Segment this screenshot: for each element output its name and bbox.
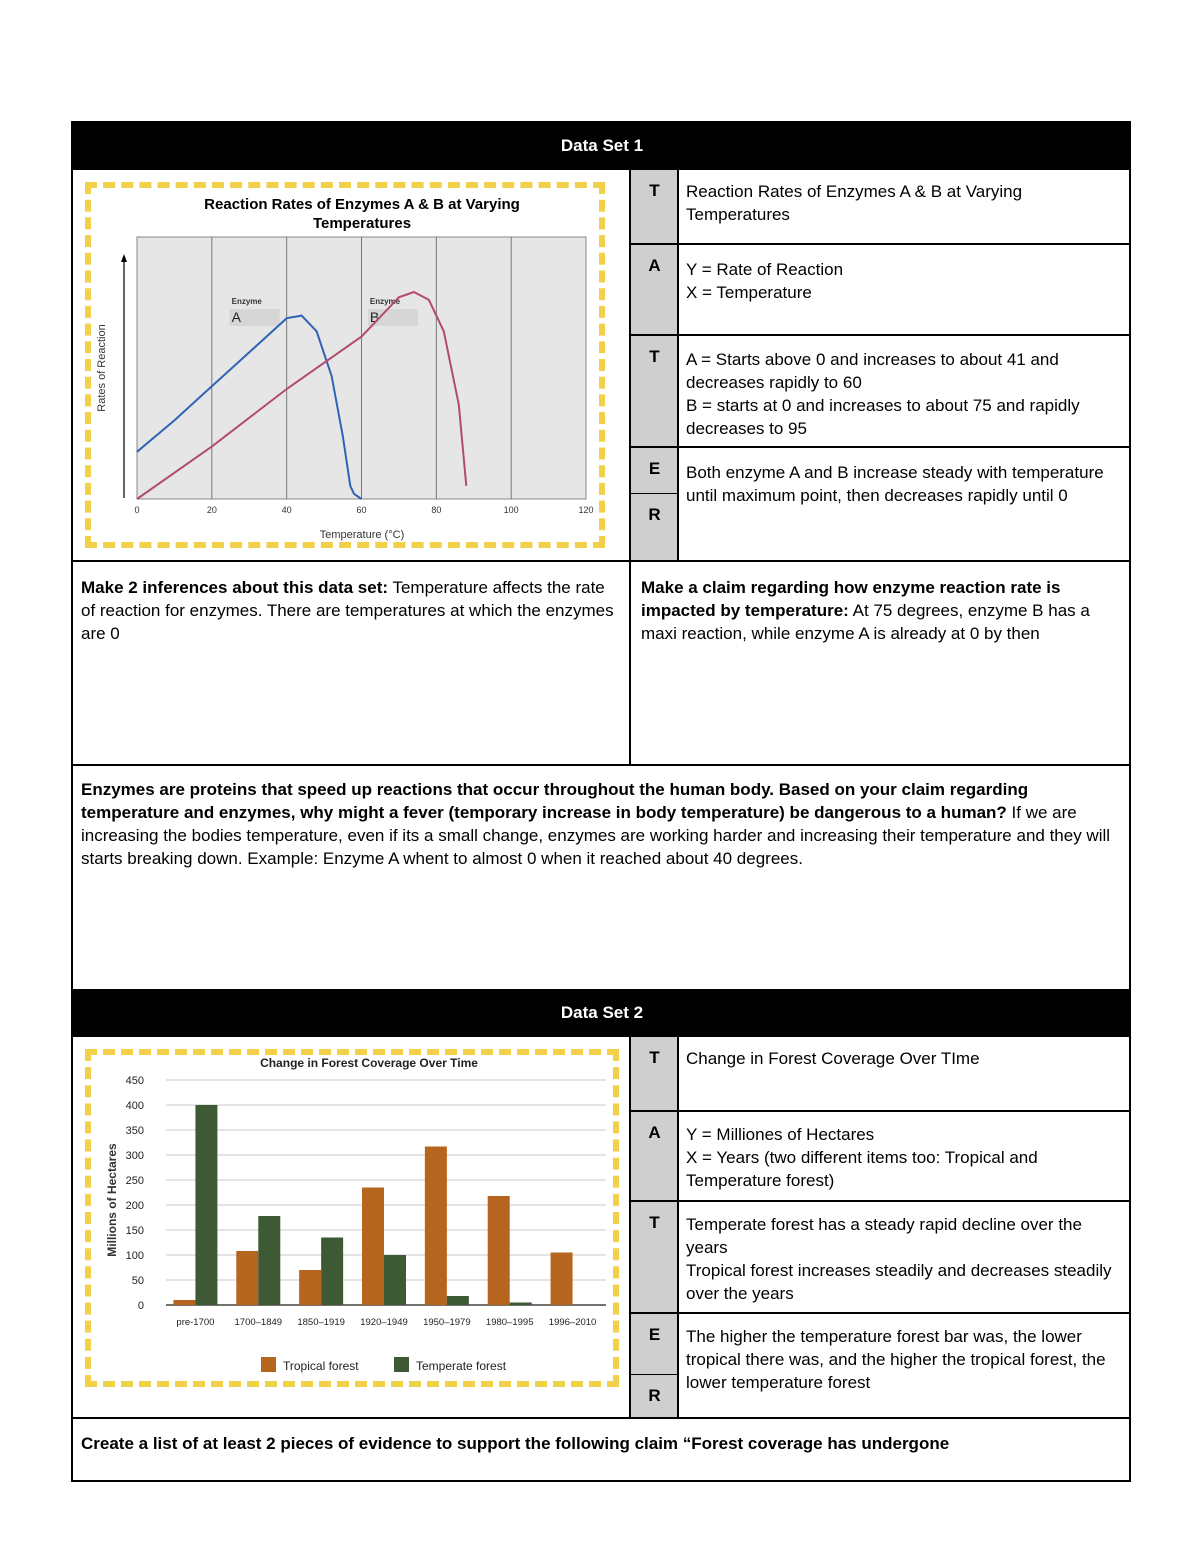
chart2-y-tick-label: 300 (125, 1150, 144, 1162)
tater2-letter-r: R (631, 1374, 678, 1418)
tater1-trends-text: A = Starts above 0 and increases to about 41 and decreases rapidly to 60 B = starts at 0 and increases to about 75 and rapidly decreases to 95 (686, 350, 1080, 438)
chart1-y-axis-label: Rates of Reaction (96, 324, 108, 412)
rule-ds2-vertical (629, 1035, 631, 1419)
chart2-y-tick-label: 150 (125, 1225, 144, 1237)
rule-ds1-row1-bottom (71, 560, 1131, 562)
tater2-trends-text: Temperate forest has a steady rapid decline over the years Tropical forest increases steadily and decreases steadily over the years (686, 1215, 1112, 1303)
rule-tater1-vertical (677, 168, 679, 562)
chart1-x-tick-label: 0 (134, 505, 140, 515)
inference-prompt: Make 2 inferences about this data set: (81, 578, 389, 597)
rule-tater1-2 (629, 334, 1131, 336)
chart2-bar-temperate (384, 1255, 406, 1305)
chart1-series-label-big: B (369, 309, 380, 325)
chart1-series-label-big: A (231, 309, 241, 325)
fever-answer: If we are increasing the bodies temperature, even if its a small change, enzymes are working harder and increasing their temperature and they will starts breaking down. Example: Enzyme A whent to almost 0 when it reached about 40 degrees. (81, 803, 1111, 868)
chart2-bar-temperate (321, 1238, 343, 1306)
tater1-exceptions-text: Both enzyme A and B increase steady with temperature until maximum point, then decreases rapidly until 0 (686, 463, 1104, 505)
chart2-legend-swatch (261, 1357, 276, 1372)
chart2-y-tick-label: 50 (131, 1275, 144, 1287)
chart1-x-tick-label: 60 (356, 505, 367, 515)
tater2-letter-t: T (631, 1036, 678, 1111)
rule-ds2-header-top (71, 989, 1131, 991)
chart2-bar-tropical (488, 1196, 510, 1305)
chart2-x-tick-label: pre-1700 (176, 1317, 215, 1328)
chart2-bar-tropical (362, 1188, 384, 1306)
rule-tater1-4 (629, 493, 678, 494)
tater1-axes-text: Y = Rate of Reaction X = Temperature (686, 260, 844, 302)
dataset2-header-text: Data Set 2 (560, 1003, 644, 1022)
rule-ds2-row1-bottom (71, 1417, 1131, 1419)
tater2-title-text: Change in Forest Coverage Over TIme (686, 1049, 980, 1068)
tater1-letter-a: A (631, 244, 678, 335)
tater2-letter-t2: T (631, 1201, 678, 1313)
chart1-title-line2: Temperatures (312, 215, 412, 232)
chart2-bar-tropical (425, 1147, 447, 1306)
chart2-x-tick-label: 1850–1919 (297, 1317, 345, 1328)
tater1-letter-e: E (631, 447, 678, 493)
chart1-x-tick-label: 100 (503, 505, 519, 515)
rule-tater2-vertical (677, 1035, 679, 1419)
fever-prompt: Enzymes are proteins that speed up reactions that occur throughout the human body. Based on your claim regarding temperature and enzymes, why might a fever (temporary increase in body temperature) be dangerous to a human? (81, 780, 1029, 822)
evidence-cell (73, 1424, 1128, 1463)
inference-answer: Temperature affects the rate of reaction for enzymes. There are temperatures at which the enzymes are 0 (81, 578, 614, 643)
rule-ds1-row2-bottom (71, 764, 1131, 766)
chart2-bar-tropical (551, 1253, 573, 1306)
tater2-exceptions-text: The higher the temperature forest bar was, the lower tropical there was, and the higher the tropical forest, the lower temperature forest (686, 1327, 1106, 1392)
chart2-bar-temperate (510, 1303, 532, 1306)
chart2-y-tick-label: 450 (125, 1075, 144, 1087)
tater1-title-text: Reaction Rates of Enzymes A & B at Varying Temperatures (686, 182, 1023, 224)
tater2-axes-text: Y = Milliones of Hectares X = Years (two different items too: Tropical and Temperature forest) (686, 1125, 1038, 1190)
tater2-letter-a: A (631, 1111, 678, 1201)
chart2-y-tick-label: 350 (125, 1125, 144, 1137)
border-right (1129, 121, 1131, 1482)
chart2-x-tick-label: 1996–2010 (548, 1317, 597, 1328)
rule-ds1-header-bottom (71, 168, 1131, 170)
tater1-letter-t2: T (631, 335, 678, 447)
chart2-bar-temperate (195, 1105, 217, 1305)
chart2-y-axis-label: Millions of Hectares (105, 1143, 119, 1257)
chart1-x-tick-label: 20 (206, 505, 217, 515)
chart2-legend-swatch (394, 1357, 409, 1372)
chart2-title: Change in Forest Coverage Over Time (260, 1056, 478, 1070)
claim-cell (633, 568, 1125, 653)
chart1-x-tick-label: 80 (431, 505, 442, 515)
chart2-y-tick-label: 200 (125, 1200, 144, 1212)
tater1-letter-r: R (631, 493, 678, 561)
rule-tater1-1 (629, 243, 1131, 245)
tater2-letter-e: E (631, 1313, 678, 1374)
chart2-x-tick-label: 1700–1849 (234, 1317, 283, 1328)
chart2-y-tick-label: 250 (125, 1175, 144, 1187)
border-bottom (71, 1480, 1131, 1482)
dataset1-header-text: Data Set 1 (560, 136, 644, 155)
fever-cell (73, 770, 1128, 878)
chart2-y-tick-label: 0 (137, 1300, 144, 1312)
claim-prompt: Make a claim regarding how enzyme reaction rate is impacted by temperature: (641, 578, 1061, 620)
chart2-x-tick-label: 1950–1979 (423, 1317, 471, 1328)
chart1-series-label-small: Enzyme (369, 297, 401, 306)
chart2 (91, 1055, 613, 1381)
chart1 (91, 188, 599, 542)
rule-ds1-vertical (629, 168, 631, 765)
chart2-x-tick-label: 1980–1995 (485, 1317, 534, 1328)
chart1-series-label-small: Enzyme (231, 297, 262, 306)
rule-tater2-2 (629, 1200, 1131, 1202)
inference-cell (73, 568, 629, 653)
chart2-y-tick-label: 400 (125, 1100, 144, 1112)
chart2-bar-tropical (236, 1251, 258, 1305)
rule-tater1-3 (629, 446, 1131, 448)
chart1-y-arrowhead (121, 254, 127, 262)
chart2-legend-label: Temperate forest (416, 1359, 507, 1373)
claim-answer: At 75 degrees, enzyme B has a maxi reaction, while enzyme A is already at 0 by then (641, 601, 1090, 643)
chart1-title-line1: Reaction Rates of Enzymes A & B at Varying (204, 196, 520, 213)
chart1-x-axis-label: Temperature (°C) (319, 529, 405, 541)
chart2-bar-tropical (173, 1300, 195, 1305)
border-left (71, 121, 73, 1482)
rule-tater2-4 (629, 1374, 678, 1375)
chart2-legend-label: Tropical forest (283, 1359, 359, 1373)
chart2-bar-temperate (258, 1216, 280, 1305)
rule-ds2-header-bottom (71, 1035, 1131, 1037)
chart2-x-tick-label: 1920–1949 (360, 1317, 408, 1328)
chart2-y-tick-label: 100 (125, 1250, 144, 1262)
evidence-prompt: Create a list of at least 2 pieces of evidence to support the following claim “Forest coverage has undergone (81, 1434, 950, 1453)
chart1-x-tick-label: 40 (281, 505, 292, 515)
chart2-bar-tropical (299, 1270, 321, 1305)
tater1-letter-t: T (631, 169, 678, 244)
rule-tater2-1 (629, 1110, 1131, 1112)
border-top (71, 121, 1131, 123)
rule-tater2-3 (629, 1312, 1131, 1314)
dataset1-header (73, 123, 1131, 169)
dataset2-header (73, 990, 1131, 1036)
chart1-x-tick-label: 120 (578, 505, 594, 515)
chart2-bar-temperate (447, 1296, 469, 1305)
